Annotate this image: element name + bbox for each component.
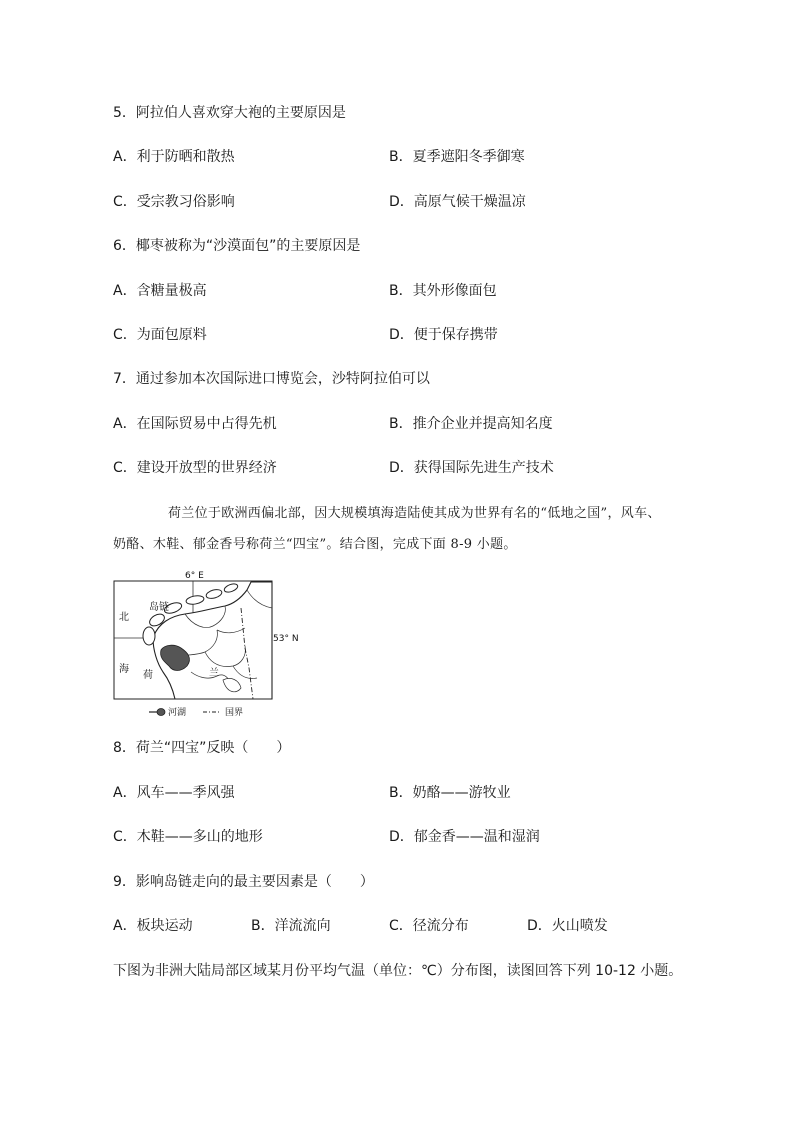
- passage-line-2: 奶酪、木鞋、郁金香号称荷兰“四宝”。结合图，完成下面 8-9 小题。: [113, 537, 517, 552]
- q6-option-a: A．含糖量极高: [113, 283, 207, 299]
- legend-lake-label: 河湖: [168, 708, 187, 718]
- q9-option-c: C．径流分布: [389, 918, 469, 934]
- q5-option-b: B．夏季遮阳冬季御寒: [389, 149, 525, 165]
- longitude-label: 6° E: [185, 571, 204, 581]
- next-section-intro: 下图为非洲大陆局部区域某月份平均气温（单位：℃）分布图，读图回答下列 10-12 小题。: [113, 963, 683, 979]
- legend-lake-icon: [157, 709, 165, 716]
- north-label: 北: [119, 612, 129, 623]
- q7-stem: 7．通过参加本次国际进口博览会，沙特阿拉伯可以: [113, 371, 430, 387]
- q8-stem: 8．荷兰“四宝”反映（ ）: [113, 740, 291, 756]
- q5-stem: 5．阿拉伯人喜欢穿大袍的主要原因是: [113, 105, 346, 121]
- q7-option-c: C．建设开放型的世界经济: [113, 460, 277, 476]
- q8-option-a: A．风车——季风强: [113, 785, 235, 801]
- q9-option-a: A．板块运动: [113, 918, 193, 934]
- netherlands-map: [113, 568, 299, 720]
- he-label: 荷: [143, 670, 153, 681]
- latitude-label: 53° N: [273, 634, 299, 644]
- q6-option-d: D．便于保存携带: [389, 327, 498, 343]
- q7-option-a: A．在国际贸易中占得先机: [113, 416, 277, 432]
- q5-option-a: A．利于防晒和散热: [113, 149, 235, 165]
- q7-option-d: D．获得国际先进生产技术: [389, 460, 554, 476]
- q9-option-b: B．洋流流向: [251, 918, 331, 934]
- q8-option-c: C．木鞋——多山的地形: [113, 829, 263, 845]
- islands-label: 岛链: [149, 602, 169, 613]
- legend-border-label: 国界: [225, 708, 244, 718]
- q9-stem: 9．影响岛链走向的最主要因素是（ ）: [113, 874, 374, 890]
- q8-option-d: D．郁金香——温和湿润: [389, 829, 540, 845]
- q6-option-c: C．为面包原料: [113, 327, 207, 343]
- q6-option-b: B．其外形像面包: [389, 283, 497, 299]
- passage-line-1: 荷兰位于欧洲西偏北部，因大规模填海造陆使其成为世界有名的“低地之国”，风车、: [168, 506, 661, 521]
- q6-stem: 6．椰枣被称为“沙漠面包”的主要原因是: [113, 238, 361, 254]
- q9-option-d: D．火山喷发: [527, 918, 608, 934]
- island-1: [143, 627, 155, 645]
- lan-label: 兰: [209, 668, 219, 679]
- sea-label: 海: [119, 664, 129, 675]
- q5-option-d: D．高原气候干燥温凉: [389, 194, 526, 210]
- q5-option-c: C．受宗教习俗影响: [113, 194, 235, 210]
- q7-option-b: B．推介企业并提高知名度: [389, 416, 553, 432]
- q8-option-b: B．奶酪——游牧业: [389, 785, 511, 801]
